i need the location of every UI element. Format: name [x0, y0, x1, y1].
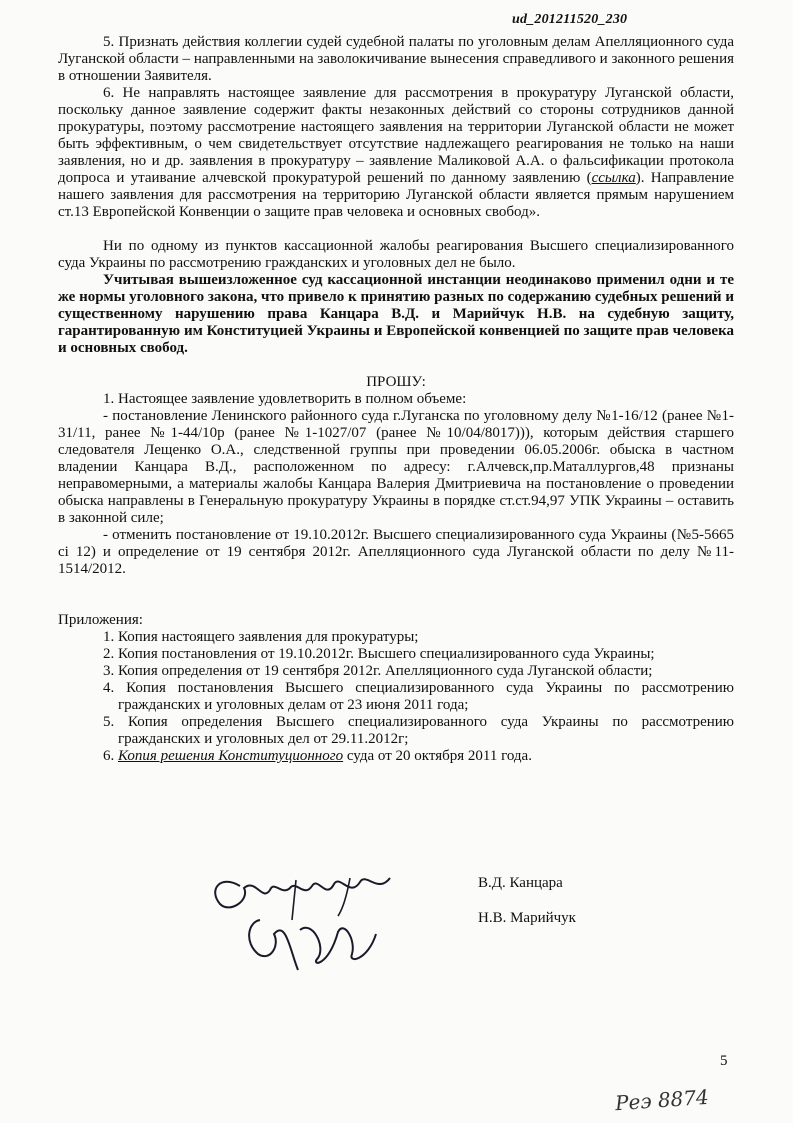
- paragraph-item-5: 5. Признать действия коллегии судей судебной палаты по уголовным делам Апелляционного суда Луганской области – направленными на заволокичивание вынесения справедливого и законного решения в отношении Заявителя.: [58, 34, 734, 84]
- signer-name: Н.В. Марийчук: [478, 910, 576, 926]
- reference-link[interactable]: ссылка: [591, 170, 636, 186]
- document-id: ud_201211520_230: [512, 12, 628, 27]
- appendix-list: [103, 629, 734, 765]
- appendix-item-6-link[interactable]: Копия решения Конституционного: [118, 748, 344, 764]
- paragraph-item-6: [58, 85, 734, 221]
- appendix-item-6: [103, 748, 734, 765]
- appendix-item-6-number: 6.: [103, 748, 118, 764]
- appendix-title: Приложения:: [58, 612, 143, 628]
- request-item-1: 1. Настоящее заявление удовлетворить в полном объеме:: [103, 391, 467, 407]
- appendix-item: 2. Копия постановления от 19.10.2012г. Высшего специализированного суда Украины;: [103, 646, 655, 662]
- appendix-item: 4. Копия постановления Высшего специализированного суда Украины по рассмотрению гражданских и уголовных делам от 23 июня 2011 года;: [103, 680, 734, 713]
- appendix-item: 3. Копия определения от 19 сентября 2012г. Апелляционного суда Луганской области;: [103, 663, 653, 679]
- paragraph-no-response: Ни по одному из пунктов кассационной жалобы реагирования Высшего специализированного суда Украины по рассмотрению гражданских и уголовных дел не было.: [58, 238, 734, 271]
- paragraph-item-6-text-a: 6. Не направлять настоящее заявление для рассмотрения в прокуратуру Луганской области, поскольку данное заявление содержит факты незаконных действий со стороны сотрудников данной прокуратуры, поэтому рассмотрение настоящего заявления на территории Луганской области не может быть эффективным, о чем свидетельствует отсутствие надлежащего реагирования не только на наши заявления, но и др. заявления в прокуратуру – заявление Маликовой А.А. о фальсификации протокола допроса и утаивание алчевской прокуратурой решений по данному заявлению (: [58, 85, 734, 186]
- request-item-1-a: - постановление Ленинского районного суда г.Луганска по уголовному делу №1-16/12 (ранее №1-31/11, ранее №1-44/10р (ранее №1-1027/07 (ранее №10/04/8017))), которым действия старшего следователя Лещенко О.А., следственной группы при проведении 06.05.2006г. обыска в частном владении Канцара В.Д., расположенном по адресу: г.Алчевск,пр.Маталлургов,48 признаны неправомерными, а материалы жалобы Канцара Валерия Дмитриевича на постановление о проведении обыска направлены в Генеральную прокуратуру Украины в порядке ст.ст.94,97 УПК Украины – оставить в законной силе;: [58, 408, 734, 526]
- signature-kantsara-flourish: [292, 878, 350, 920]
- appendix-item: 5. Копия определения Высшего специализированного суда Украины по рассмотрению гражданских и уголовных дел от 29.11.2012г;: [103, 714, 734, 747]
- paragraph-item-6-text-b: ). Направление нашего заявления для рассмотрения на территорию Луганской области является прямым нарушением ст.13 Европейской Конвенции о защите прав человека и основных свобод».: [58, 170, 735, 220]
- request-heading: ПРОШУ:: [366, 374, 426, 390]
- signers-block: [478, 875, 576, 945]
- page-number: 5: [720, 1053, 728, 1069]
- signer-name: В.Д. Канцара: [478, 875, 563, 891]
- paragraph-conclusion: Учитывая вышеизложенное суд кассационной инстанции неодинаково применил одни и те же нормы уголовного закона, что привело к принятию разных по содержанию судебных решений и существенному нарушению права Канцара В.Д. и Марийчук Н.В. на судебную защиту, гарантированную им Конституцией Украины и Европейской конвенцией по защите прав человека и основных свобод.: [58, 272, 734, 356]
- appendix-item: 1. Копия настоящего заявления для прокуратуры;: [103, 629, 419, 645]
- signature-mariychuk: [249, 920, 376, 970]
- request-item-1-b: - отменить постановление от 19.10.2012г. Высшего специализированного суда Украины (№5-5665 сі 12) и определение от 19 сентября 2012г. Апелляционного суда Луганской области по делу №11-1514/2012.: [58, 527, 734, 577]
- registration-mark: Реэ 8874: [614, 1084, 710, 1116]
- handwritten-signatures: [200, 850, 410, 980]
- appendix-item-6-text: суда от 20 октября 2011 года.: [343, 748, 532, 764]
- signature-kantsara: [215, 878, 390, 907]
- document-body: [58, 34, 734, 765]
